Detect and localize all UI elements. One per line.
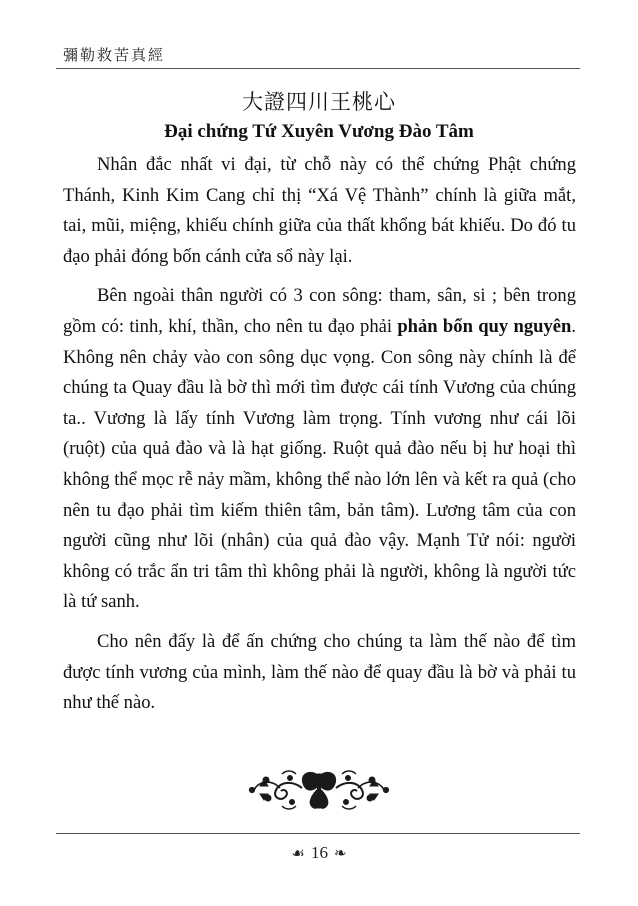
paragraph-2-part-1: Bên ngoài thân người có 3 con sông: tham, sân, si ; bên trong gồm có: tinh, khí, thần, cho nên tu đạo phải: [63, 285, 576, 337]
vietnamese-title: Đại chứng Tứ Xuyên Vương Đào Tâm: [164, 121, 474, 142]
paragraph-3: Cho nên đấy là để ấn chứng cho chúng ta làm thế nào để tìm được tính vương của mình, làm thế nào để quay đầu là bờ và phải tu như thế nào.: [63, 630, 576, 714]
footer-divider: [56, 833, 580, 834]
running-header-title: 彌勒救苦真經: [63, 46, 166, 64]
page-number: 16: [310, 843, 328, 862]
header-divider: [56, 68, 580, 69]
paragraph-1: Nhân đắc nhất vi đại, từ chỗ này có thể chứng Phật chứng Thánh, Kinh Kim Cang chỉ thị “Xá Vệ Thành” chính là giữa mắt, tai, mũi, miệng, khiếu chính giữa của thất khổng bát khiếu. Do đó tu đạo phải đóng bốn cánh cửa sổ này lại.: [63, 154, 576, 267]
body-text: [63, 150, 576, 728]
page-footer: [0, 843, 638, 863]
floral-ornament-icon: [246, 766, 392, 812]
paragraph-2-part-2: . Không nên chảy vào con sông dục vọng. Con sông này chính là để chúng ta Quay đầu là bờ thì mới tìm được cái tính Vương của chúng ta.. Vương là lấy tính Vương làm trọng. Tính vương như cái lõi (ruột) của quả đào và là hạt giống. Ruột quả đào nếu bị hư hoại thì không thể mọc rễ nảy mầm, không thể nào lớn lên và kết ra quả (cho nên tu đạo phải tìm kiếm thiên tâm, bản tâm). Lương tâm của con người cũng như lõi (nhân) của quả đào vậy. Mạnh Tử nói: người không có trắc ẩn tri tâm thì không phải là người, không là người tức là tứ sanh.: [63, 315, 576, 613]
chinese-title: 大證四川王桃心: [242, 90, 396, 114]
paragraph-2-bold-phrase: phản bổn quy nguyên: [397, 315, 572, 337]
right-fleuron-icon: ❧: [333, 844, 347, 862]
left-fleuron-icon: ☙: [291, 844, 305, 862]
paragraph-2: [63, 281, 576, 618]
